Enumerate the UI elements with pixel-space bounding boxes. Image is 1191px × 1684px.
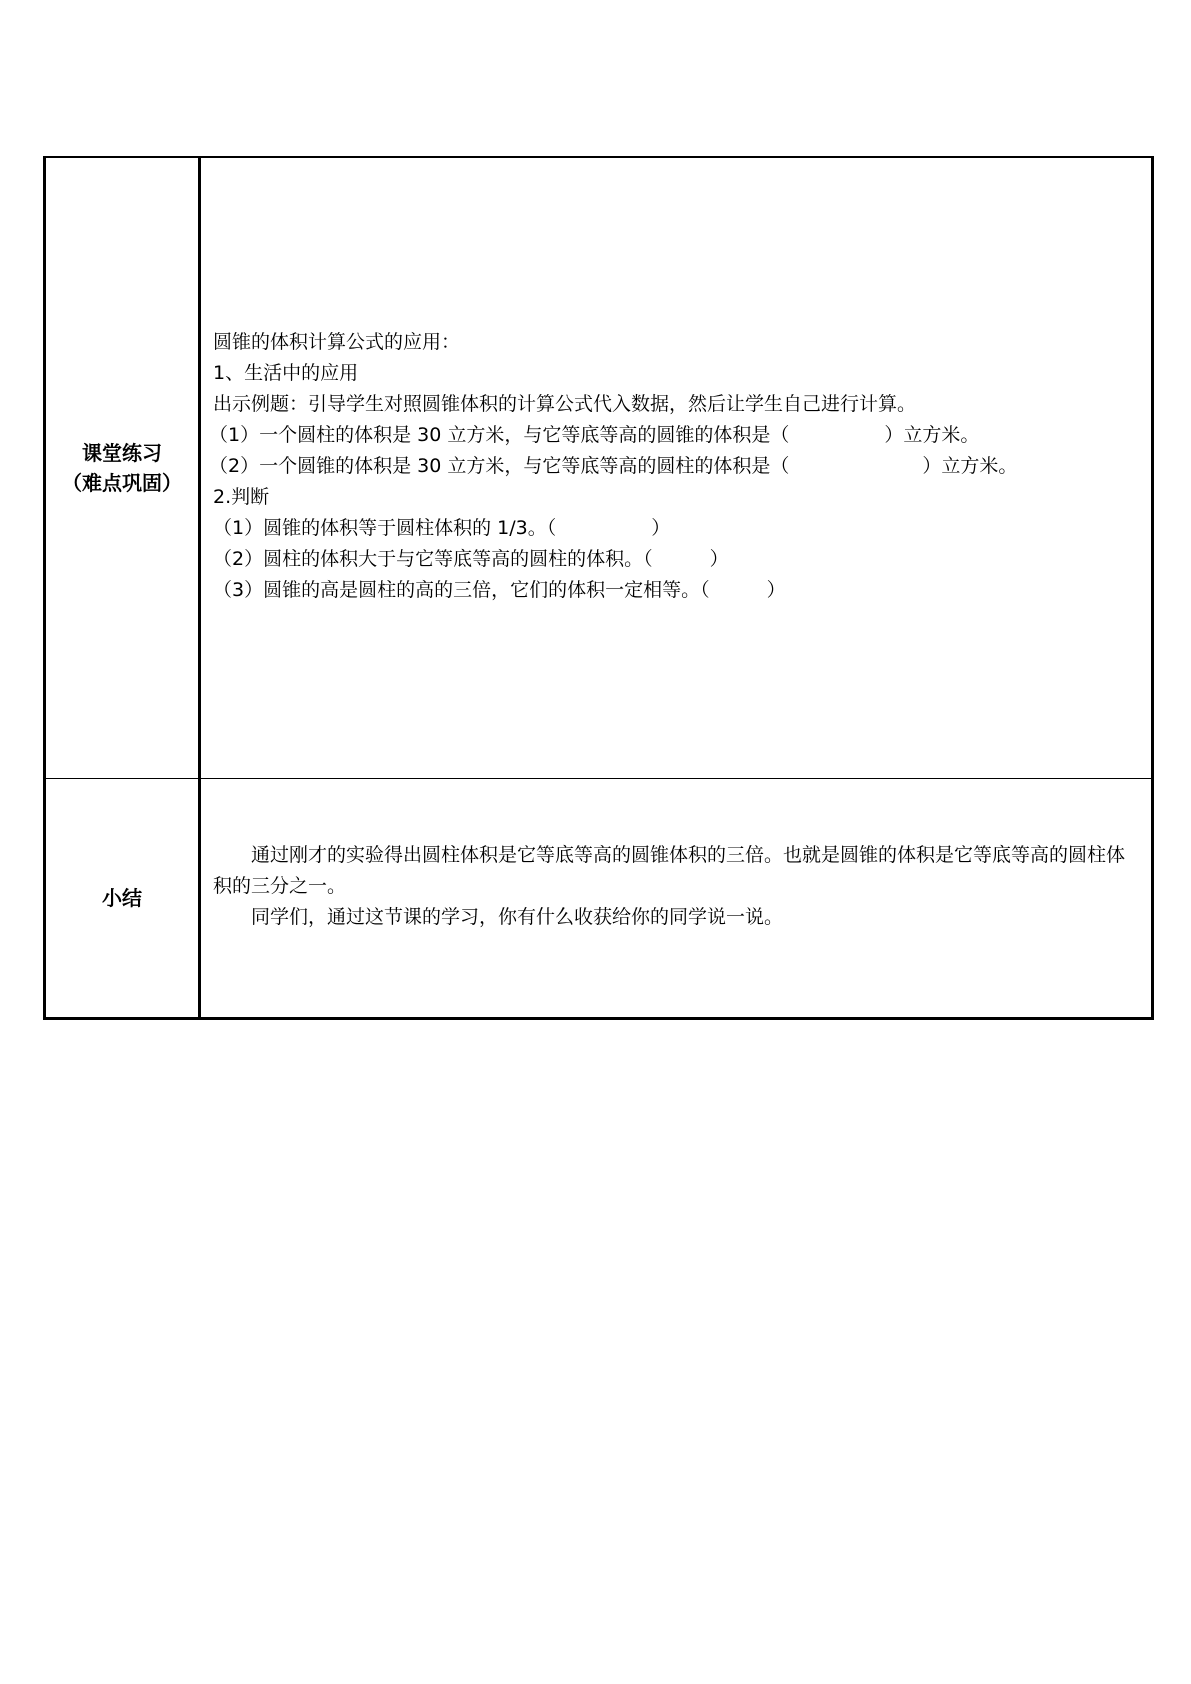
summary-content-cell [200,779,1153,1019]
practice-line-1: 圆锥的体积计算公式的应用： [213,330,461,353]
table-row-summary [45,779,1153,1019]
practice-line-5: （2）一个圆锥的体积是 30 立方米，与它等底等高的圆柱的体积是（ ）立方米。 [209,454,1018,477]
summary-label-cell [45,779,200,1019]
summary-label: 小结 [102,886,142,910]
practice-line-4: （1）一个圆柱的体积是 30 立方米，与它等底等高的圆锥的体积是（ ）立方米。 [209,423,980,446]
practice-line-9: （3）圆锥的高是圆柱的高的三倍，它们的体积一定相等。（ ） [213,578,786,601]
practice-line-3: 出示例题：引导学生对照圆锥体积的计算公式代入数据，然后让学生自己进行计算。 [213,392,917,415]
practice-content-cell [200,157,1153,779]
lesson-plan-table [43,156,1154,1020]
practice-line-2: 1、生活中的应用 [213,361,359,384]
table-row-practice [45,157,1153,779]
practice-line-7: （1）圆锥的体积等于圆柱体积的 1/3。（ ） [213,516,671,539]
summary-paragraph-2: 同学们，通过这节课的学习，你有什么收获给你的同学说一说。 [251,905,784,928]
summary-paragraph-1: 通过刚才的实验得出圆柱体积是它等底等高的圆锥体积的三倍。也就是圆锥的体积是它等底等高的圆柱体积的三分之一。 [213,843,1126,897]
practice-text-block [209,327,1139,606]
practice-label-line-1: 课堂练习 [82,441,162,465]
summary-text-block [213,840,1139,933]
practice-line-6: 2.判断 [213,485,270,508]
practice-line-8: （2）圆柱的体积大于与它等底等高的圆柱的体积。（ ） [213,547,729,570]
practice-label-cell [45,157,200,779]
practice-label-line-2: （难点巩固） [62,471,182,495]
